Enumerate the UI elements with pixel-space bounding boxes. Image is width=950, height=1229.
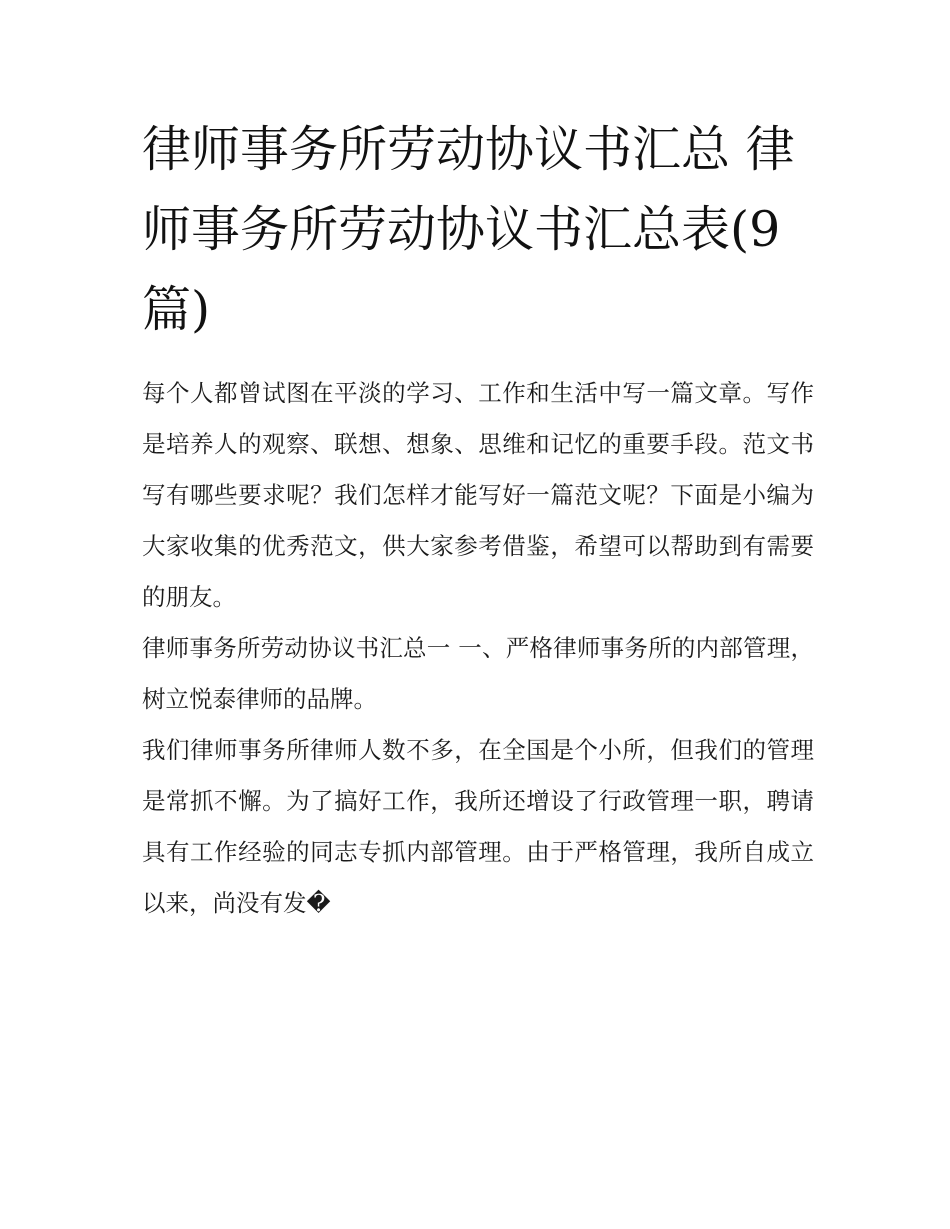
management-paragraph: 我们律师事务所律师人数不多，在全国是个小所，但我们的管理是常抓不懈。为了搞好工作，我所还增设了行政管理一职，聘请具有工作经验的同志专抓内部管理。由于严格管理，我所自成立以来，尚没有发� [142, 736, 814, 917]
intro-paragraph: 每个人都曾试图在平淡的学习、工作和生活中写一篇文章。写作是培养人的观察、联想、想象、思维和记忆的重要手段。范文书写有哪些要求呢？我们怎样才能写好一篇范文呢？下面是小编为大家收集的优秀范文，供大家参考借鉴，希望可以帮助到有需要的朋友。 [142, 379, 814, 611]
document-title: 律师事务所劳动协议书汇总 律师事务所劳动协议书汇总表(9篇) [142, 121, 795, 338]
document-body [142, 110, 814, 929]
section-one-heading-paragraph: 律师事务所劳动协议书汇总一 一、严格律师事务所的内部管理，树立悦泰律师的品牌。 [142, 634, 814, 713]
